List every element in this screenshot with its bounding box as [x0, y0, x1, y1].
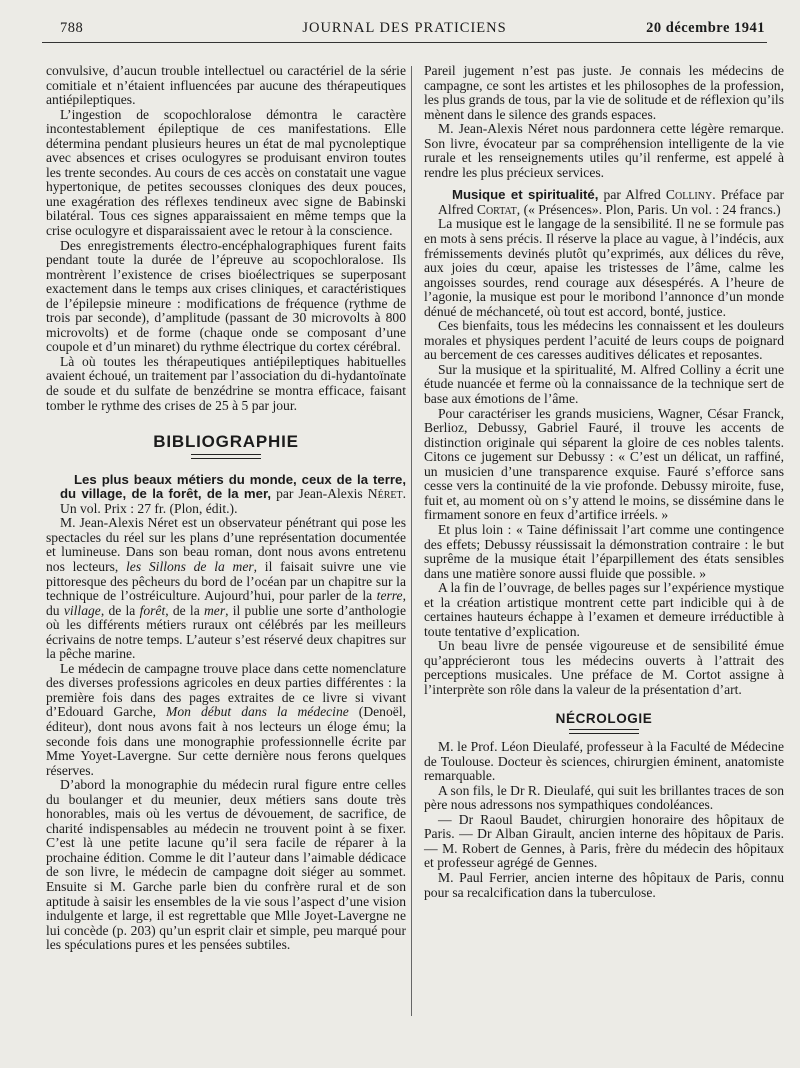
text-run: , du	[46, 588, 406, 618]
italic-word: terre	[376, 588, 403, 604]
paragraph: M. Jean-Alexis Néret nous pardonnera cette légère remarque. Son livre, évocateur par sa compréhension intelligente de la vie rurale et les renseignements utiles qu’il renferme, est appelé à rendre les plus précieux services.	[424, 121, 784, 180]
entry-by: par Alfred	[598, 187, 666, 203]
issue-date: 20 décembre 1941	[646, 20, 765, 36]
bibliography-entry	[424, 188, 784, 217]
text-run: , de la	[100, 602, 140, 618]
book-title: Les plus beaux métiers du monde, ceux de la terre, du village, de la forêt, de la mer,	[60, 471, 406, 502]
preface-author: Cortat	[476, 201, 517, 217]
paragraph	[46, 662, 406, 778]
italic-word: mer	[203, 602, 226, 618]
paragraph: convulsive, d’aucun trouble intellectuel ou caractériel de la série comitiale et n’étaient influencées par aucune des thérapeutiques antiépileptiques.	[46, 63, 406, 108]
double-rule	[191, 454, 261, 459]
paragraph: D’abord la monographie du médecin rural figure entre celles du boulanger et du meunier, deux métiers sans doute très honorables, mais où les vertus de dévouement, de sacrifice, de charité indispensables au médecin ne trouvent point à se fixer. C’est là une petite lacune qu’il sera facile de réparer à la prochaine édition. Comme le dit l’auteur dans l’aimable dédicace de son livre, le médecin de campagne doit siéger au sommet. Ensuite si M. Garche parle bien du confrère rural et de son aptitude à saisir les ensembles de la vie sous l’aspect d’une vision indulgente et large, il est regrettable que Mlle Joyet-Lavergne ne lui concède (p. 203) qu’un esprit clair et simple, peu marqué pour les spéculations pures et les pensées subtiles.	[46, 777, 406, 953]
right-column	[424, 64, 784, 900]
paragraph: A la fin de l’ouvrage, de belles pages sur l’expérience mystique et la création artistique montrent cette part indicible qui à de certaines hauteurs échappe à l’examen et demeure irréductible à toute tentative d’explication.	[424, 580, 784, 639]
book-title: Musique et spiritualité,	[452, 187, 599, 203]
italic-title: les Sillons de la mer	[126, 558, 254, 574]
paragraph: Des enregistrements électro-encéphalographiques furent faits pendant toute la durée de l’épreuve au scopochloralose. Ils montrèrent l’existence de crises bioélectriques se superposant exactement dans le temps aux crises cliniques, et caractéristiques de l’épilepsie mineure : modifications de fréquence (rythme de trois par seconde), d’amplitude (passant de 30 microvolts à 800 microvolts) et de forme (chaque onde se composant d’une coupole et d’un minaret) du rythme électrique du cortex cérébral.	[46, 237, 406, 355]
text-run: M. Jean-Alexis Néret est un observateur pénétrant qui pose les spectacles du réel sur les plans d’une représentation documentée et lumineuse. Dans son beau roman, dont nous avons entretenu nos lecteurs,	[46, 515, 406, 574]
paragraph: Un beau livre de pensée vigoureuse et de sensibilité émue qu’apprécieront tous les médecins ouverts à l’attrait des perceptions musicales. Une préface de M. Cortot assigne à l’interprète son rôle dans la valeur de la présentation d’art.	[424, 638, 784, 697]
text-run: , il publie une sorte d’anthologie où les différents métiers ruraux ont célébrés par les meilleurs écrivains de notre temps. L’auteur s’est réservé deux chapitres sur la pêche marine.	[46, 602, 406, 662]
paragraph: Pareil jugement n’est pas juste. Je connais les médecins de campagne, ce sont les artistes et les philosophes de la profession, les plus grands de tous, par la vie de solitude et de réflexion qu’ils mènent dans le silence des grands espaces.	[424, 63, 784, 122]
paragraph: Sur la musique et la spiritualité, M. Alfred Colliny a écrit une étude nuancée et ferme où la connaissance de la technique sert de base aux émotions de l’âme.	[424, 361, 784, 407]
paragraph: Pour caractériser les grands musiciens, Wagner, César Franck, Berlioz, Debussy, Gabriel Fauré, il trouve les accents de distinction originale qui séparent la gloire de ces nobles talents. Citons ce jugement sur Debussy : « C’est un délicat, un raffiné, un musicien d’une transparence exquise. Fauré s’efforce sans cesse vers la continuité de la vie profonde. Debussy miroite, fuse, fuit et, au moment où on s’y attend le moins, se dissémine dans le firmament sonore en feux d’artifice irréels. »	[424, 405, 784, 523]
text-run: , de la	[165, 602, 204, 618]
paragraph: M. Paul Ferrier, ancien interne des hôpitaux de Paris, connu pour sa recalcification dans la tuberculose.	[424, 869, 784, 900]
italic-title: Mon début dans la médecine	[166, 704, 349, 720]
book-author: Colliny	[665, 187, 713, 203]
paragraph: A son fils, le Dr R. Dieulafé, qui suit les brillantes traces de son père nous adressons nos sympathiques condoléances.	[424, 782, 784, 813]
entry-details: . Un vol. Prix : 27 fr. (Plon, édit.).	[60, 486, 406, 516]
left-column	[46, 64, 406, 953]
italic-word: village	[63, 602, 101, 618]
entry-details: , (« Présences». Plon, Paris. Un vol. : 24 francs.)	[516, 201, 781, 217]
paragraph: M. le Prof. Léon Dieulafé, professeur à la Faculté de Médecine de Toulouse. Docteur ès sciences, chirurgien éminent, anatomiste remarquable.	[424, 739, 784, 784]
paragraph: — Dr Raoul Baudet, chirurgien honoraire des hôpitaux de Paris. — Dr Alban Girault, ancien interne des hôpitaux de Paris. — M. Robert de Gennes, à Paris, frère du médecin des hôpitaux et professeur agrégé de Gennes.	[424, 811, 784, 871]
paragraph: Ces bienfaits, tous les médecins les connaissent et les douleurs morales et physiques perdent l’acuité de leurs coups de poignard au bercement de ces caresses auditives délicates et reposantes.	[424, 318, 784, 363]
italic-word: forêt	[139, 602, 166, 618]
paragraph: L’ingestion de scopochloralose démontra le caractère incontestablement épileptique de ces manifestations. Elle détermina pendant plusieurs heures un état de mal pycnoleptique avec absences et crises oculogyres se produisant environ toutes les trente secondes. Au cours de ces accès on constatait une vague hypertonique, de petites secousses cloniques des deux pouces, une exagération des réflexes tendineux avec signe de Babinski bilatéral. Tous ces signes apparaissaient en même temps que la crise oculogyre et disparaissaient avec le retour à la conscience.	[46, 106, 406, 239]
entry-mid: . Préface par Alfred	[438, 187, 784, 217]
text-run: Le médecin de campagne trouve place dans cette nomenclature des diverses professions agricoles en deux parties différentes : la première fois dans des pages extraites de ce livre si vivant d’Edouard Garche,	[46, 660, 406, 720]
double-rule	[569, 729, 639, 734]
paragraph: Là où toutes les thérapeutiques antiépileptiques habituelles avaient échoué, un traitement par l’association du di-hydantoïnate de soude et du sulfate de benzédrine se montra efficace, faisant tomber le rythme des crises de 25 à 5 par jour.	[46, 353, 406, 413]
paragraph: Et plus loin : « Taine définissait l’art comme une contingence des effets; Debussy réussissait la démonstration contraire : le but suprême de la musique était l’éparpillement des états sensibles dans une matière sonore aussi fluide que possible. »	[424, 521, 784, 581]
journal-title: JOURNAL DES PRATICIENS	[302, 20, 507, 36]
book-author: Néret	[367, 486, 403, 502]
section-title-necrologie: NÉCROLOGIE	[555, 710, 653, 726]
paragraph: La musique est le langage de la sensibilité. Il ne se formule pas en mots à sens précis. Il réserve la place au vague, à l’indécis, aux frémissements devinés plutôt qu’exprimés, aux délices du rêve, aux joies du cœur, apaise les tristesses de l’âme, calme les angoisses sourdes, rend courage aux désespérés. A l’heure de l’agonie, la musique est pour le moribond l’annonce d’un monde dénué de méchanceté, où tout est accord, bonté, justice.	[424, 216, 784, 319]
page-number: 788	[60, 20, 84, 36]
text-run: (Denoël, éditeur), dont nous avons fait à nos lecteurs un éloge ému; la seconde fois dans une monographie professionnelle écrite par Mme Yoyet-Lavergne. Sur cette dernière nous ferons quelques réserves.	[46, 704, 406, 778]
column-divider	[411, 66, 412, 1016]
page-header	[42, 18, 767, 43]
paragraph	[46, 516, 406, 661]
section-title-bibliographie: BIBLIOGRAPHIE	[153, 432, 299, 452]
text-run: , il faisait suivre une vie pittoresque des pêcheurs du bord de l’océan par un chapitre sur la technique de l’ostréiculture. Aujourd’hui, pour parler de la	[46, 558, 406, 604]
entry-by: par Jean-Alexis	[271, 486, 368, 502]
bibliography-entry	[46, 473, 406, 517]
